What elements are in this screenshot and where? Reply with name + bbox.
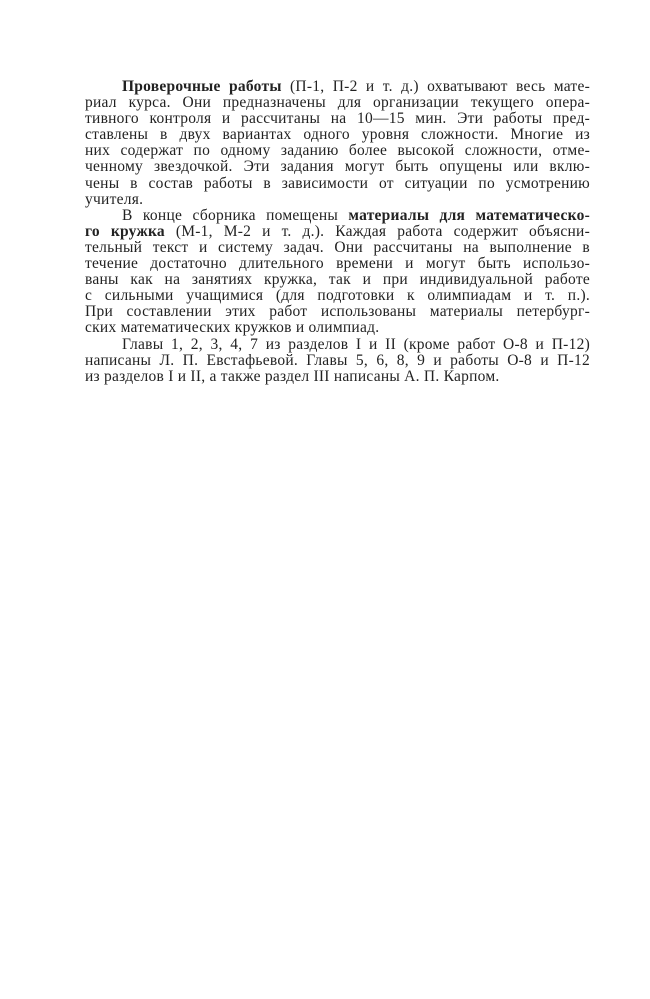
text-segment: риал курса. Они предназначены для организации текущего опера- [85, 94, 590, 112]
text-line [85, 159, 590, 175]
text-line [85, 192, 590, 208]
bold-text-segment: материалы для математическо- [348, 206, 591, 224]
text-segment: написаны Л. П. Евстафьевой. Главы 5, 6, 8, 9 и работы О-8 и П-12 [85, 351, 590, 369]
text-line [85, 369, 590, 385]
text-line [85, 79, 590, 95]
text-line [85, 127, 590, 143]
text-line [85, 337, 590, 353]
text-line [85, 272, 590, 288]
text-segment: В конце сборника помещены [122, 206, 349, 224]
text-line [85, 95, 590, 111]
text-line [85, 111, 590, 127]
paragraph [85, 79, 590, 208]
text-segment: ских математических кружков и олимпиад. [85, 319, 380, 337]
text-segment: ставлены в двух вариантах одного уровня сложности. Многие из [85, 126, 590, 144]
text-segment: тельный текст и систему задач. Они рассчитаны на выполнение в [85, 238, 590, 256]
text-segment: течение достаточно длительного времени и могут быть использо- [85, 255, 590, 273]
text-line [85, 208, 590, 224]
bold-text-segment: Проверочные работы [122, 78, 282, 95]
paragraph [85, 208, 590, 337]
text-line [85, 256, 590, 272]
text-line [85, 143, 590, 159]
text-segment: из разделов I и II, а также раздел III написаны А. П. Карпом. [85, 367, 500, 385]
text-line [85, 353, 590, 369]
text-line [85, 288, 590, 304]
bold-text-segment: го кружка [85, 222, 165, 240]
text-segment: ченному звездочкой. Эти задания могут быть опущены или вклю- [85, 158, 590, 176]
text-segment: ваны как на занятиях кружка, так и при индивидуальной работе [85, 271, 590, 289]
text-segment: учителя. [85, 190, 144, 208]
text-segment: Главы 1, 2, 3, 4, 7 из разделов I и II (кроме работ О-8 и П-12) [122, 335, 590, 353]
text-segment: (П-1, П-2 и т. д.) охватывают весь мате- [281, 78, 590, 95]
paragraph [85, 337, 590, 385]
text-segment: чены в состав работы в зависимости от ситуации по усмотрению [85, 174, 590, 192]
text-segment: При составлении этих работ использованы материалы петербург- [85, 303, 590, 321]
text-segment: с сильными учащимися (для подготовки к олимпиадам и т. п.). [85, 287, 590, 305]
text-line [85, 224, 590, 240]
text-segment: (М-1, М-2 и т. д.). Каждая работа содержит объясни- [164, 222, 590, 240]
text-line [85, 176, 590, 192]
text-line [85, 320, 590, 336]
text-line [85, 240, 590, 256]
text-segment: них содержат по одному заданию более высокой сложности, отме- [85, 142, 590, 160]
text-segment: тивного контроля и рассчитаны на 10—15 мин. Эти работы пред- [85, 110, 590, 128]
text-block [85, 79, 590, 385]
text-line [85, 304, 590, 320]
